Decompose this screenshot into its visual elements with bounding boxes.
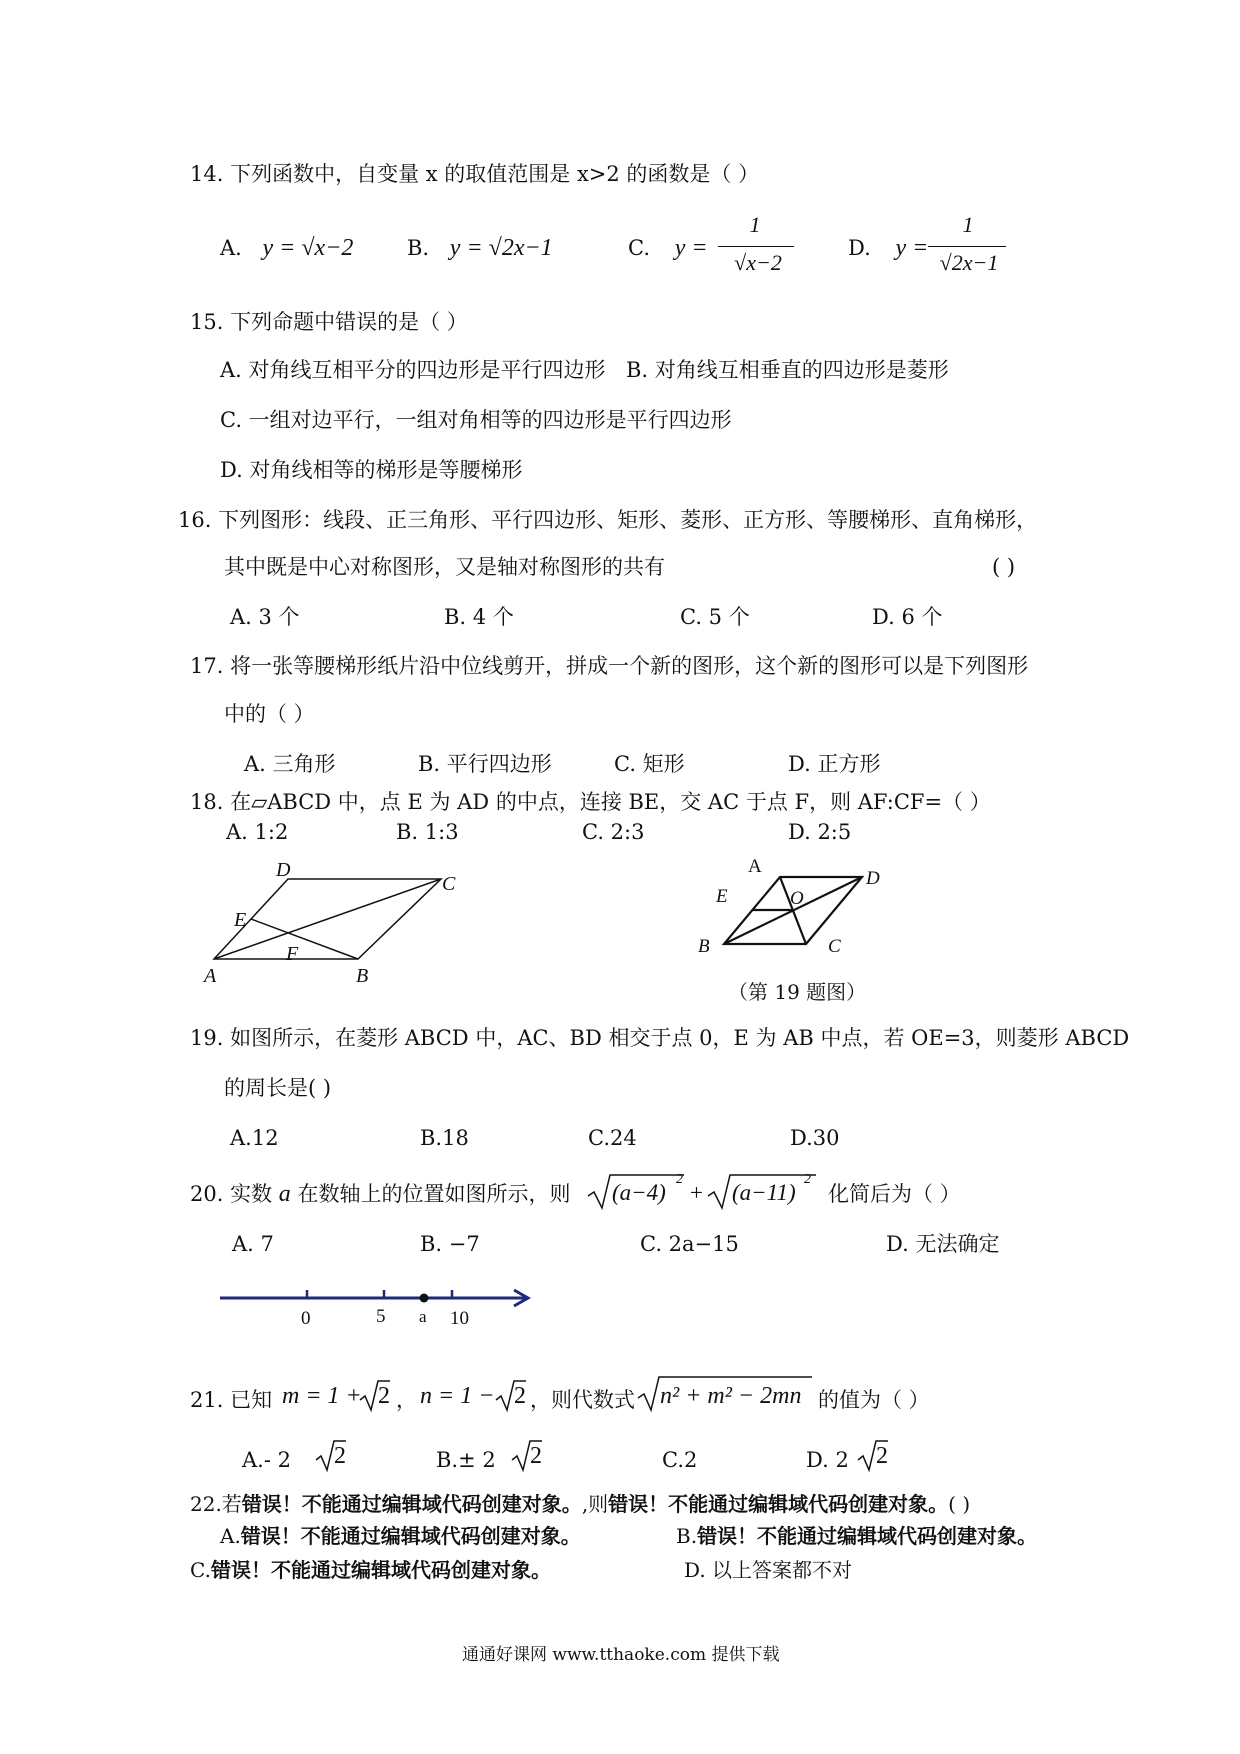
q16-stem-line2: 其中既是中心对称图形，又是轴对称图形的共有	[224, 555, 665, 579]
q19-option-d: D.30	[790, 1126, 840, 1150]
q16-answer-paren: ( )	[992, 555, 1016, 579]
tick-label-10: 10	[450, 1308, 469, 1329]
q14-option-a	[220, 234, 353, 262]
q21-option-c: C.2	[662, 1448, 698, 1472]
q22-error-object-2: 错误！不能通过编辑域代码创建对象。	[608, 1492, 949, 1516]
q16-option-a: A. 3 个	[230, 605, 300, 629]
q20-option-c: C. 2a−15	[640, 1232, 739, 1256]
q14-b-expr: y = √2x−1	[449, 235, 553, 261]
q20-stem-suffix: 化简后为（ ）	[828, 1182, 961, 1206]
q20-stem	[190, 1180, 570, 1208]
q18-label-b: B	[356, 965, 369, 987]
q14-d-lhs: y =	[895, 235, 929, 261]
tick-label-0: 0	[301, 1308, 311, 1329]
q20-stem-prefix: 20. 实数	[190, 1182, 273, 1206]
page-footer: 通通好课网 www.tthaoke.com 提供下载	[462, 1645, 780, 1665]
q14-option-b	[407, 234, 553, 262]
q14-stem: 14. 下列函数中，自变量 x 的取值范围是 x>2 的函数是（ ）	[190, 162, 760, 186]
q22-c-error: 错误！不能通过编辑域代码创建对象。	[210, 1558, 551, 1582]
q21-main-radicand: n² + m² − 2mn	[660, 1383, 802, 1409]
q18-parallelogram-figure	[190, 860, 480, 990]
q19-label-e: E	[716, 886, 728, 907]
q21-m-expr: m = 1 +	[282, 1383, 362, 1409]
q22-a-error: 错误！不能通过编辑域代码创建对象。	[240, 1524, 581, 1548]
q21-n-expr: n = 1 −	[420, 1383, 495, 1409]
q14-d-fraction-bar	[928, 246, 1006, 247]
q20-expr-2: (a−11)	[732, 1180, 796, 1205]
q15-option-d: D. 对角线相等的梯形是等腰梯形	[220, 458, 523, 482]
q16-option-b: B. 4 个	[444, 605, 514, 629]
q21-d-radicand: 2	[876, 1443, 888, 1469]
q19-label-c: C	[828, 936, 841, 957]
q21-option-a	[242, 1446, 291, 1474]
q14-a-expr: y = √x−2	[262, 235, 354, 261]
q22-stem	[190, 1490, 970, 1518]
q21-n-radicand: 2	[514, 1383, 526, 1409]
q18-option-c: C. 2:3	[582, 820, 645, 844]
q21-stem-middle: ，则代数式	[530, 1388, 635, 1412]
q19-figure-caption: （第 19 题图）	[728, 980, 867, 1004]
q15-option-b: B. 对角线互相垂直的四边形是菱形	[626, 358, 949, 382]
q18-option-b: B. 1:3	[396, 820, 459, 844]
q18-label-a: A	[204, 965, 217, 987]
q21-stem-suffix: 的值为（ ）	[818, 1388, 930, 1412]
q22-stem-prefix: 22.若	[190, 1492, 242, 1516]
q19-label-o: O	[790, 888, 804, 909]
q16-option-d: D. 6 个	[872, 605, 943, 629]
q20-variable-a: a	[278, 1181, 291, 1207]
q17-option-c: C. 矩形	[614, 752, 685, 776]
q14-c-label: C.	[628, 236, 650, 260]
q19-label-b: B	[698, 936, 710, 957]
q20-stem-middle: 在数轴上的位置如图所示，则	[297, 1182, 571, 1206]
q22-b-label: B.	[676, 1524, 698, 1548]
q17-option-b: B. 平行四边形	[418, 752, 552, 776]
q14-option-d	[848, 234, 928, 262]
q18-label-f: F	[286, 943, 299, 965]
q21-a-prefix: A.- 2	[242, 1448, 291, 1472]
q14-a-label: A.	[220, 236, 242, 260]
q19-stem: 19. 如图所示，在菱形 ABCD 中，AC、BD 相交于点 0，E 为 AB 中点，若 OE=3，则菱形 ABCD	[190, 1026, 1130, 1050]
q18-segment-be	[251, 919, 358, 959]
q22-option-d: D. 以上答案都不对	[684, 1558, 853, 1582]
q18-label-e: E	[234, 909, 247, 931]
q21-option-b	[436, 1446, 496, 1474]
q22-answer-paren: ( )	[948, 1492, 971, 1516]
q22-option-a	[220, 1522, 581, 1550]
q19-label-d: D	[866, 868, 880, 889]
q19-option-b: B.18	[420, 1126, 469, 1150]
q21-d-prefix: D. 2	[806, 1448, 849, 1472]
q22-option-c	[190, 1556, 551, 1584]
q18-label-c: C	[442, 873, 456, 895]
q21-b-prefix: B.± 2	[436, 1448, 496, 1472]
q19-option-c: C.24	[588, 1126, 637, 1150]
q19-label-a: A	[748, 856, 762, 877]
q20-expr-2-exponent: 2	[804, 1172, 811, 1187]
q14-d-label: D.	[848, 236, 871, 260]
tick-label-a: a	[419, 1307, 427, 1326]
q15-option-a: A. 对角线互相平分的四边形是平行四边形	[220, 358, 606, 382]
q21-option-d	[806, 1446, 849, 1474]
q17-option-a: A. 三角形	[244, 752, 336, 776]
q16-option-c: C. 5 个	[680, 605, 750, 629]
q16-stem: 16. 下列图形：线段、正三角形、平行四边形、矩形、菱形、正方形、等腰梯形、直角梯形，	[178, 508, 1038, 532]
q20-expr-1: (a−4)	[612, 1180, 666, 1205]
q14-d-numerator: 1	[962, 212, 974, 237]
q21-stem-prefix: 21. 已知	[190, 1388, 273, 1412]
q17-stem-line2: 中的（ ）	[224, 702, 315, 726]
q20-expr-1-exponent: 2	[676, 1172, 683, 1187]
q22-b-error: 错误！不能通过编辑域代码创建对象。	[697, 1524, 1038, 1548]
q14-c-denominator: √x−2	[734, 250, 782, 275]
q14-c-numerator: 1	[749, 212, 761, 237]
q22-a-label: A.	[220, 1524, 241, 1548]
q20-option-d: D. 无法确定	[886, 1232, 1000, 1256]
q22-error-object-1: 错误！不能通过编辑域代码创建对象。	[241, 1492, 582, 1516]
q21-m-radicand: 2	[378, 1383, 390, 1409]
q22-stem-middle: ,则	[581, 1492, 609, 1516]
q14-b-label: B.	[407, 236, 430, 260]
q17-option-d: D. 正方形	[788, 752, 881, 776]
tick-label-5: 5	[376, 1306, 386, 1327]
q14-option-c	[628, 234, 708, 262]
q19-stem-line2: 的周长是( )	[224, 1076, 332, 1100]
q19-rhombus-figure	[690, 850, 900, 960]
q17-stem: 17. 将一张等腰梯形纸片沿中位线剪开，拼成一个新的图形，这个新的图形可以是下列图形	[190, 654, 1029, 678]
q18-option-a: A. 1:2	[226, 820, 289, 844]
q14-c-lhs: y =	[674, 235, 708, 261]
q14-c-fraction-bar	[718, 246, 794, 247]
q21-b-radicand: 2	[530, 1443, 542, 1469]
q20-option-a: A. 7	[232, 1232, 274, 1256]
q20-number-line	[210, 1278, 540, 1338]
q18-label-d: D	[276, 860, 291, 881]
q19-option-a: A.12	[230, 1126, 279, 1150]
q14-d-denominator: √2x−1	[939, 250, 999, 275]
q22-c-label: C.	[190, 1558, 211, 1582]
q18-stem: 18. 在▱ABCD 中，点 E 为 AD 的中点，连接 BE，交 AC 于点 F，则 AF:CF=（ ）	[190, 790, 991, 814]
q15-stem: 15. 下列命题中错误的是（ ）	[190, 310, 468, 334]
q18-option-d: D. 2:5	[788, 820, 852, 844]
q21-a-radicand: 2	[334, 1443, 346, 1469]
q15-option-c: C. 一组对边平行，一组对角相等的四边形是平行四边形	[220, 408, 732, 432]
q22-option-b	[676, 1522, 1037, 1550]
q20-option-b: B. −7	[420, 1232, 480, 1256]
point-a	[420, 1294, 429, 1303]
